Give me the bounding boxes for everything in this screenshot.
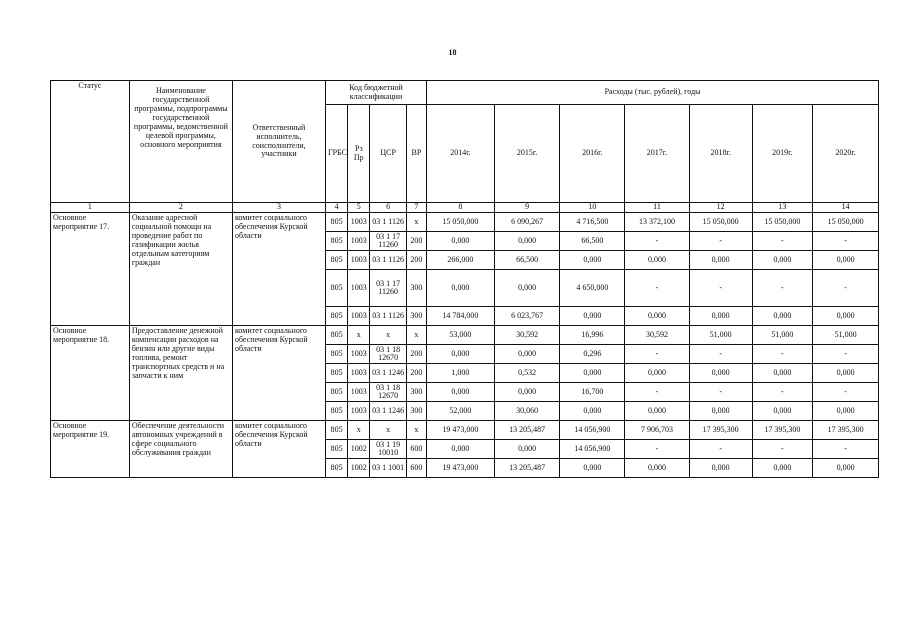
expense-value-cell: 0,000 <box>752 364 813 383</box>
expense-value-cell: - <box>689 383 752 402</box>
column-number: 14 <box>813 203 879 213</box>
vr-cell: 200 <box>406 232 426 251</box>
vr-cell: 300 <box>406 270 426 307</box>
expense-value-cell: - <box>752 345 813 364</box>
rzpr-cell: 1003 <box>348 383 370 402</box>
expense-value-cell: 15 050,000 <box>689 213 752 232</box>
responsible-cell: комитет социального обеспечения Курской области <box>232 421 325 478</box>
expense-value-cell: 30,060 <box>494 402 560 421</box>
expense-value-cell: 0,000 <box>813 307 879 326</box>
expense-value-cell: 15 050,000 <box>813 213 879 232</box>
expense-value-cell: 0,000 <box>813 459 879 478</box>
grbs-cell: 805 <box>325 345 347 364</box>
csr-cell: 03 1 1126 <box>370 307 406 326</box>
expense-value-cell: - <box>752 270 813 307</box>
rzpr-cell: 1003 <box>348 364 370 383</box>
expense-value-cell: 6 023,767 <box>494 307 560 326</box>
vr-cell: x <box>406 213 426 232</box>
expense-value-cell: 51,000 <box>752 326 813 345</box>
table-body <box>51 213 879 478</box>
expense-value-cell: 0,000 <box>625 364 690 383</box>
vr-cell: x <box>406 326 426 345</box>
expense-value-cell: 266,000 <box>427 251 495 270</box>
expense-value-cell: 0,000 <box>427 383 495 402</box>
expense-value-cell: 0,000 <box>560 459 625 478</box>
expense-value-cell: 0,000 <box>494 383 560 402</box>
expense-value-cell: 0,296 <box>560 345 625 364</box>
expense-value-cell: 0,000 <box>625 251 690 270</box>
expense-value-cell: 30,592 <box>625 326 690 345</box>
csr-cell: 03 1 19 10010 <box>370 440 406 459</box>
csr-cell: 03 1 17 11260 <box>370 270 406 307</box>
column-number: 2 <box>129 203 232 213</box>
grbs-cell: 805 <box>325 383 347 402</box>
vr-cell: 600 <box>406 440 426 459</box>
expense-value-cell: 0,000 <box>560 402 625 421</box>
expense-value-cell: - <box>813 270 879 307</box>
rzpr-cell: 1003 <box>348 402 370 421</box>
grbs-cell: 805 <box>325 421 347 440</box>
expense-value-cell: 17 395,300 <box>689 421 752 440</box>
header-csr: ЦСР <box>370 105 406 203</box>
grbs-cell: 805 <box>325 459 347 478</box>
expense-value-cell: 13 205,487 <box>494 421 560 440</box>
expense-value-cell: 6 090,267 <box>494 213 560 232</box>
expense-value-cell: 0,000 <box>689 307 752 326</box>
expense-value-cell: - <box>689 440 752 459</box>
vr-cell: 300 <box>406 307 426 326</box>
expense-value-cell: 0,532 <box>494 364 560 383</box>
header-year: 2019г. <box>752 105 813 203</box>
column-number: 7 <box>406 203 426 213</box>
expense-value-cell: 14 056,900 <box>560 440 625 459</box>
grbs-cell: 805 <box>325 326 347 345</box>
expense-value-cell: 19 473,000 <box>427 421 495 440</box>
grbs-cell: 805 <box>325 213 347 232</box>
header-grbs: ГРБС <box>325 105 347 203</box>
expense-value-cell: - <box>625 383 690 402</box>
expense-value-cell: 14 056,900 <box>560 421 625 440</box>
expense-value-cell: - <box>625 440 690 459</box>
expense-value-cell: 19 473,000 <box>427 459 495 478</box>
expense-value-cell: 0,000 <box>625 402 690 421</box>
rzpr-cell: 1003 <box>348 307 370 326</box>
expense-value-cell: 15 050,000 <box>752 213 813 232</box>
vr-cell: 200 <box>406 364 426 383</box>
expense-value-cell: - <box>625 345 690 364</box>
expense-value-cell: 16,996 <box>560 326 625 345</box>
budget-table <box>50 80 879 478</box>
rzpr-cell: 1003 <box>348 232 370 251</box>
grbs-cell: 805 <box>325 307 347 326</box>
expense-value-cell: 0,000 <box>813 402 879 421</box>
expense-value-cell: 4 650,000 <box>560 270 625 307</box>
expense-value-cell: - <box>813 440 879 459</box>
expense-value-cell: 17 395,300 <box>752 421 813 440</box>
vr-cell: 600 <box>406 459 426 478</box>
header-responsible: Ответственный исполнитель, соисполнители, участники <box>232 81 325 203</box>
expense-value-cell: 0,000 <box>689 364 752 383</box>
expense-value-cell: 52,000 <box>427 402 495 421</box>
column-number: 6 <box>370 203 406 213</box>
header-year: 2015г. <box>494 105 560 203</box>
expense-value-cell: 0,000 <box>427 270 495 307</box>
table-row <box>51 421 879 440</box>
rzpr-cell: 1003 <box>348 213 370 232</box>
table-row <box>51 213 879 232</box>
expense-value-cell: 66,500 <box>560 232 625 251</box>
column-number: 3 <box>232 203 325 213</box>
rzpr-cell: 1002 <box>348 459 370 478</box>
csr-cell: 03 1 1246 <box>370 402 406 421</box>
expense-value-cell: - <box>813 383 879 402</box>
column-number: 9 <box>494 203 560 213</box>
expense-value-cell: 0,000 <box>625 459 690 478</box>
rzpr-cell: 1003 <box>348 251 370 270</box>
column-number: 10 <box>560 203 625 213</box>
status-cell: Основное мероприятие 19. <box>51 421 130 478</box>
vr-cell: 300 <box>406 402 426 421</box>
header-year: 2014г. <box>427 105 495 203</box>
header-program-name: Наименование государственной программы, подпрограммы государственной программы, ведомственной целевой программы, основного мероприятия <box>129 81 232 203</box>
column-number: 13 <box>752 203 813 213</box>
expense-value-cell: 0,000 <box>427 232 495 251</box>
table-header <box>51 81 879 213</box>
vr-cell: 300 <box>406 383 426 402</box>
vr-cell: 200 <box>406 345 426 364</box>
expense-value-cell: 14 784,000 <box>427 307 495 326</box>
grbs-cell: 805 <box>325 440 347 459</box>
responsible-cell: комитет социального обеспечения Курской области <box>232 213 325 326</box>
header-vr: ВР <box>406 105 426 203</box>
expense-value-cell: - <box>689 232 752 251</box>
column-number: 8 <box>427 203 495 213</box>
expense-value-cell: - <box>752 383 813 402</box>
csr-cell: 03 1 1126 <box>370 251 406 270</box>
column-number: 1 <box>51 203 130 213</box>
expense-value-cell: 0,000 <box>752 402 813 421</box>
csr-cell: x <box>370 326 406 345</box>
expense-value-cell: 0,000 <box>752 307 813 326</box>
status-cell: Основное мероприятие 18. <box>51 326 130 421</box>
expense-value-cell: 1,000 <box>427 364 495 383</box>
column-number: 4 <box>325 203 347 213</box>
rzpr-cell: x <box>348 421 370 440</box>
expense-value-cell: 0,000 <box>689 251 752 270</box>
grbs-cell: 805 <box>325 402 347 421</box>
csr-cell: 03 1 18 12670 <box>370 345 406 364</box>
program-name-cell: Обеспечение деятельности автономных учреждений в сфере социального обслуживания граждан <box>129 421 232 478</box>
expense-value-cell: - <box>689 345 752 364</box>
expense-value-cell: 0,000 <box>689 402 752 421</box>
grbs-cell: 805 <box>325 232 347 251</box>
grbs-cell: 805 <box>325 270 347 307</box>
table-row <box>51 326 879 345</box>
expense-value-cell: 17 395,300 <box>813 421 879 440</box>
expense-value-cell: - <box>625 232 690 251</box>
rzpr-cell: 1003 <box>348 345 370 364</box>
column-number: 12 <box>689 203 752 213</box>
vr-cell: 200 <box>406 251 426 270</box>
expense-value-cell: 66,500 <box>494 251 560 270</box>
column-numbers-row <box>51 203 879 213</box>
expense-value-cell: - <box>752 440 813 459</box>
grbs-cell: 805 <box>325 251 347 270</box>
csr-cell: 03 1 1246 <box>370 364 406 383</box>
rzpr-cell: 1003 <box>348 270 370 307</box>
expense-value-cell: - <box>813 345 879 364</box>
header-year: 2018г. <box>689 105 752 203</box>
expense-value-cell: 0,000 <box>560 364 625 383</box>
expense-value-cell: - <box>689 270 752 307</box>
header-rzpr: Рз Пр <box>348 105 370 203</box>
expense-value-cell: 0,000 <box>752 251 813 270</box>
expense-value-cell: 0,000 <box>689 459 752 478</box>
header-year: 2017г. <box>625 105 690 203</box>
header-expenses: Расходы (тыс. рублей), годы <box>427 81 879 105</box>
header-budget-code: Код бюджетной классификации <box>325 81 426 105</box>
expense-value-cell: 13 372,100 <box>625 213 690 232</box>
expense-value-cell: 15 050,000 <box>427 213 495 232</box>
expense-value-cell: 0,000 <box>560 307 625 326</box>
rzpr-cell: 1002 <box>348 440 370 459</box>
grbs-cell: 805 <box>325 364 347 383</box>
expense-value-cell: - <box>752 232 813 251</box>
header-status: Статус <box>51 81 130 203</box>
expense-value-cell: 4 716,500 <box>560 213 625 232</box>
csr-cell: 03 1 18 12670 <box>370 383 406 402</box>
rzpr-cell: x <box>348 326 370 345</box>
expense-value-cell: 0,000 <box>427 440 495 459</box>
expense-value-cell: 0,000 <box>625 307 690 326</box>
status-cell: Основное мероприятие 17. <box>51 213 130 326</box>
page-number: 18 <box>448 48 457 57</box>
expense-value-cell: 16,700 <box>560 383 625 402</box>
expense-value-cell: 0,000 <box>494 440 560 459</box>
expense-value-cell: 0,000 <box>752 459 813 478</box>
expense-value-cell: 0,000 <box>494 270 560 307</box>
csr-cell: 03 1 1126 <box>370 213 406 232</box>
column-number: 11 <box>625 203 690 213</box>
column-number: 5 <box>348 203 370 213</box>
csr-cell: x <box>370 421 406 440</box>
expense-value-cell: - <box>625 270 690 307</box>
csr-cell: 03 1 17 11260 <box>370 232 406 251</box>
expense-value-cell: 51,000 <box>813 326 879 345</box>
expense-value-cell: 0,000 <box>427 345 495 364</box>
program-name-cell: Оказание адресной социальной помощи на проведение работ по газификации жилья отдельным категориям граждан <box>129 213 232 326</box>
expense-value-cell: 30,592 <box>494 326 560 345</box>
expense-value-cell: 53,000 <box>427 326 495 345</box>
header-year: 2016г. <box>560 105 625 203</box>
expense-value-cell: 7 906,703 <box>625 421 690 440</box>
expense-value-cell: 13 205,487 <box>494 459 560 478</box>
expense-value-cell: - <box>813 232 879 251</box>
expense-value-cell: 51,000 <box>689 326 752 345</box>
expense-value-cell: 0,000 <box>494 345 560 364</box>
expense-value-cell: 0,000 <box>813 251 879 270</box>
vr-cell: x <box>406 421 426 440</box>
expense-value-cell: 0,000 <box>813 364 879 383</box>
expense-value-cell: 0,000 <box>494 232 560 251</box>
header-year: 2020г. <box>813 105 879 203</box>
program-name-cell: Предоставление денежной компенсации расходов на бензин или другие виды топлива, ремонт транспортных средств и на запчасти к ним <box>129 326 232 421</box>
csr-cell: 03 1 1001 <box>370 459 406 478</box>
expense-value-cell: 0,000 <box>560 251 625 270</box>
responsible-cell: комитет социального обеспечения Курской области <box>232 326 325 421</box>
